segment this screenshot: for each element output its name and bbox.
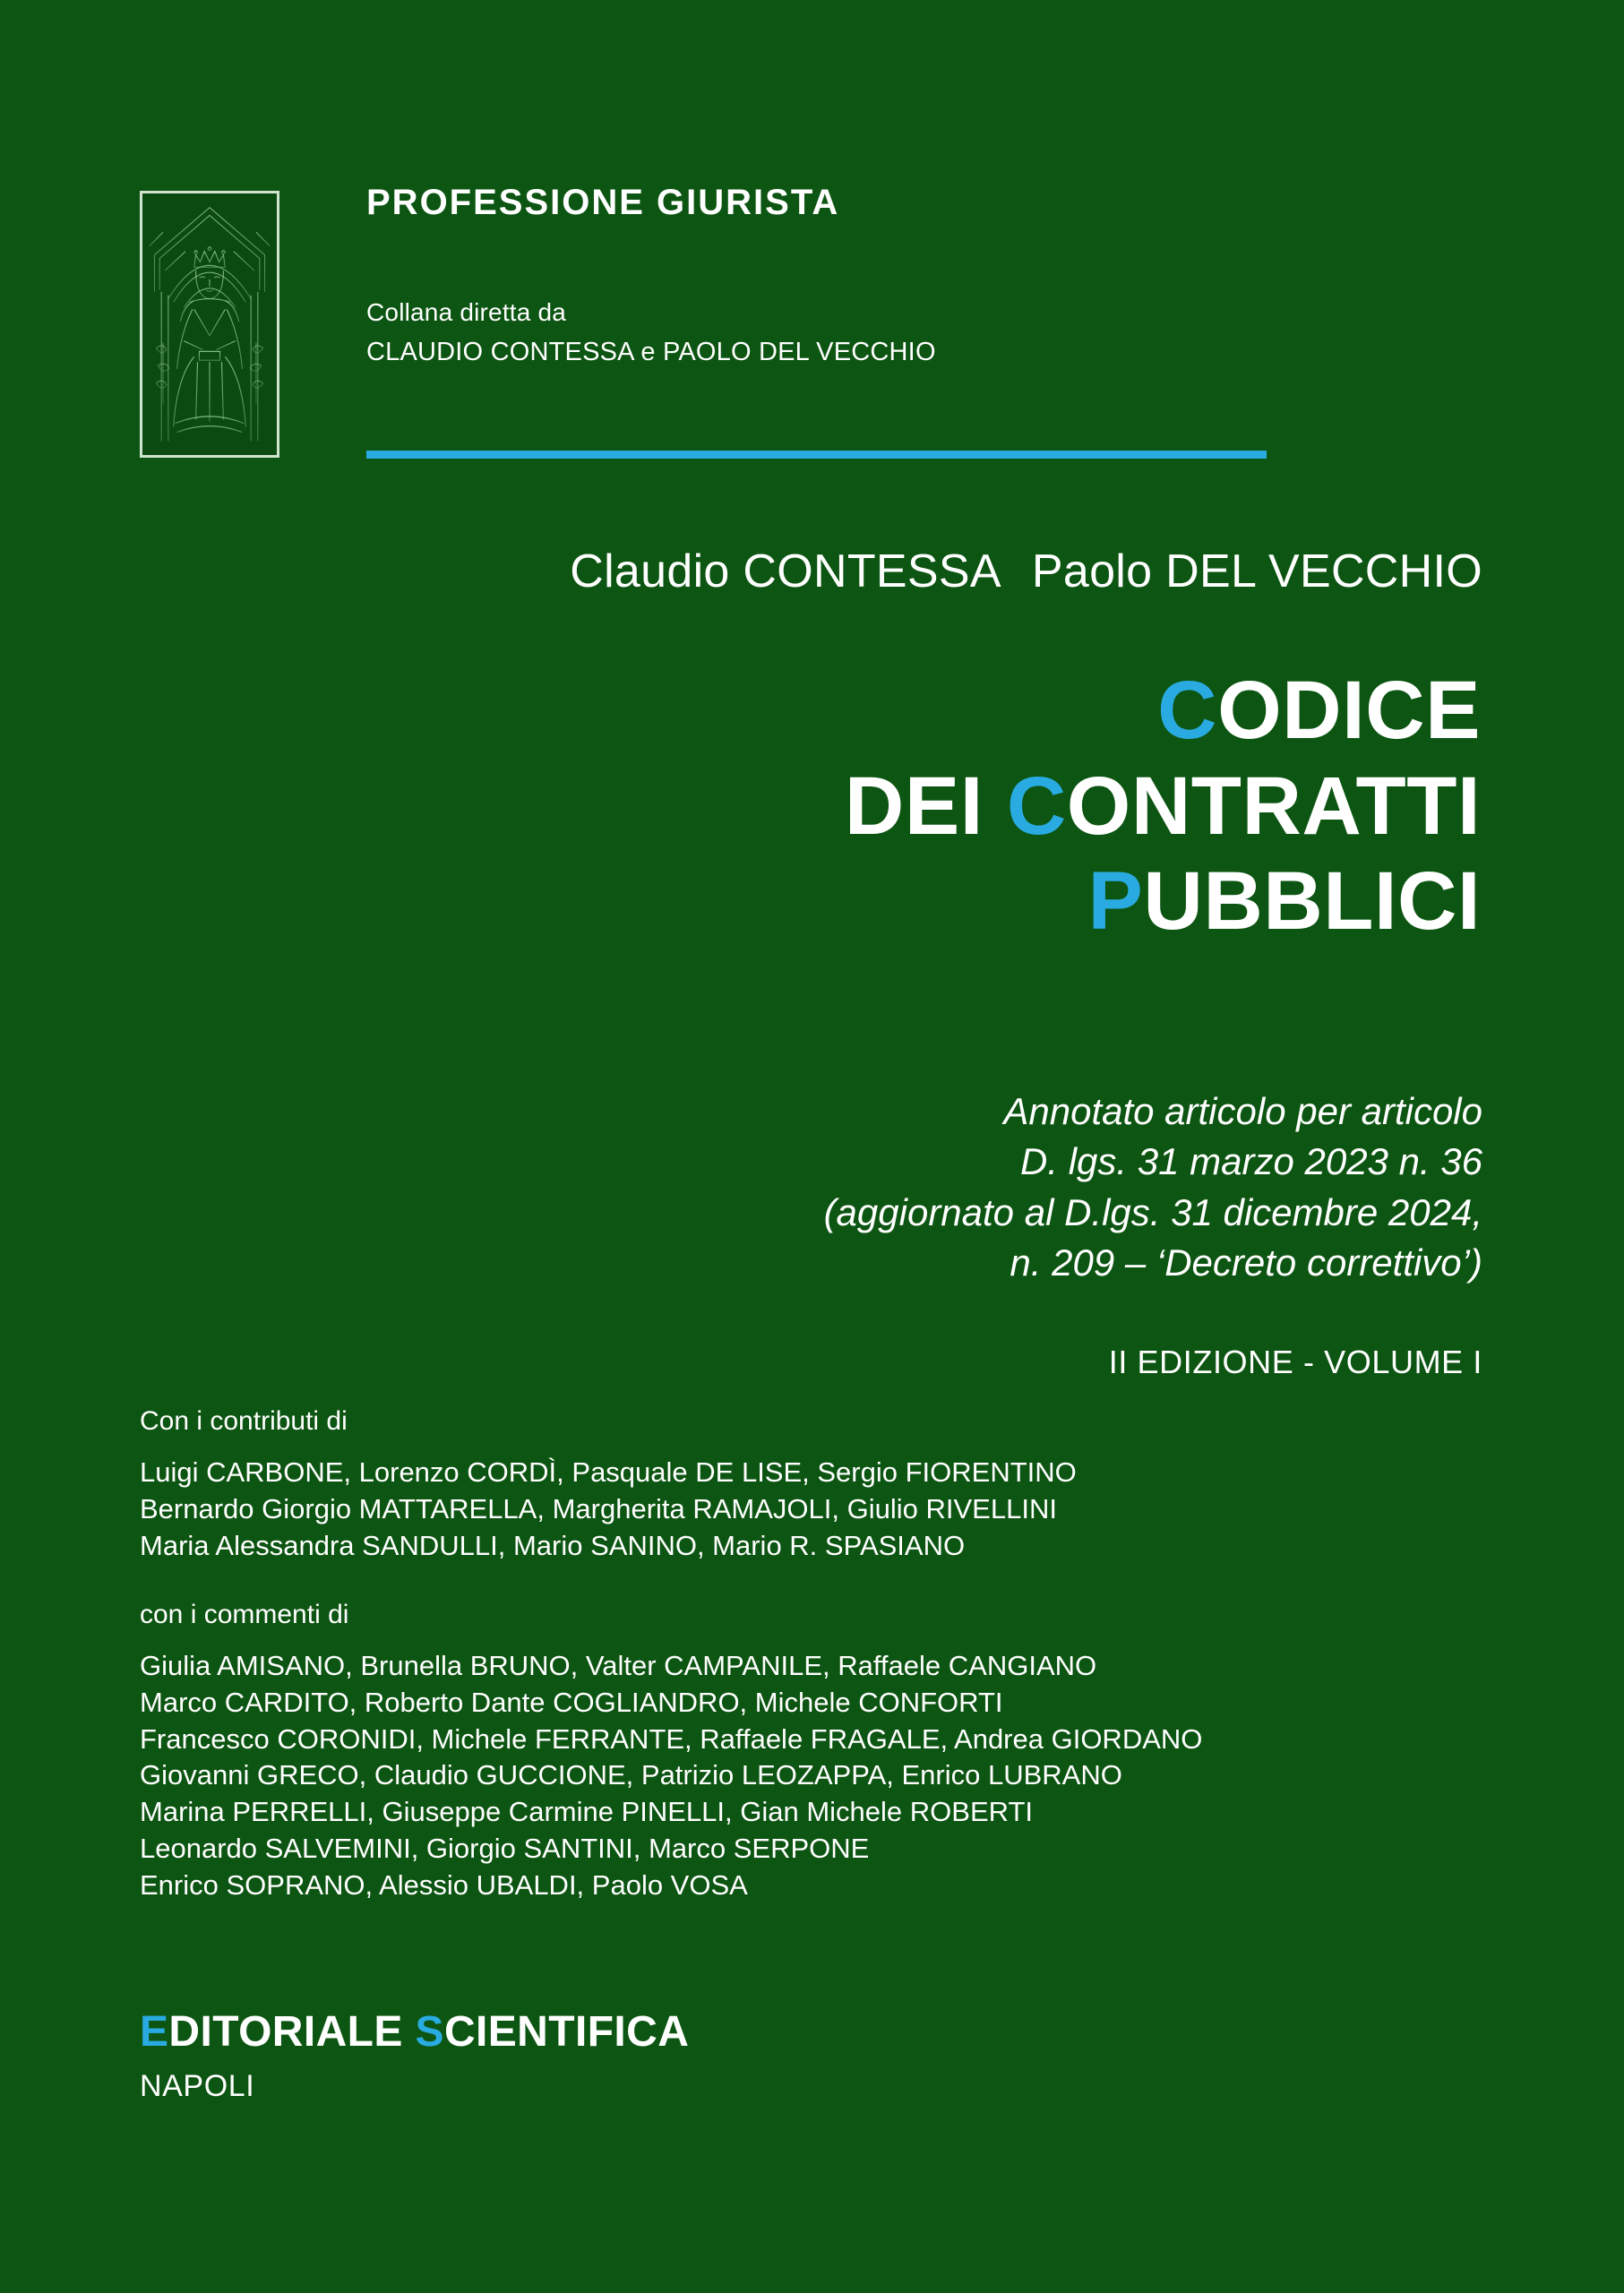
subtitle-line-1: Annotato articolo per articolo — [1003, 1090, 1482, 1132]
commentators-line: Francesco CORONIDI, Michele FERRANTE, Raffaele FRAGALE, Andrea GIORDANO — [140, 1722, 1203, 1755]
publisher-name-part-2: CIENTIFICA — [443, 2008, 690, 2056]
contributors-line: Luigi CARBONE, Lorenzo CORDÌ, Pasquale DE LISE, Sergio FIORENTINO — [140, 1456, 1077, 1488]
title-line-2-prefix: DEI — [844, 760, 1007, 852]
contributors-heading: Con i contributi di — [140, 1406, 348, 1436]
series-header — [140, 184, 1483, 470]
commentators-line: Marina PERRELLI, Giuseppe Carmine PINELLI, Gian Michele ROBERTI — [140, 1796, 1033, 1828]
author-secondary: Paolo DEL VECCHIO — [1031, 545, 1482, 597]
publisher-name — [140, 2009, 689, 2057]
title-line-2-rest: ONTRATTI — [1066, 760, 1481, 852]
book-title — [0, 663, 1481, 949]
subtitle-line-3: (aggiornato al D.lgs. 31 dicembre 2024, — [823, 1190, 1482, 1233]
publisher-city: NAPOLI — [140, 2068, 255, 2103]
series-text-group — [366, 184, 1483, 370]
title-line-2 — [0, 759, 1481, 855]
series-directors: CLAUDIO CONTESSA e PAOLO DEL VECCHIO — [366, 338, 936, 367]
commentators-line: Giovanni GRECO, Claudio GUCCIONE, Patrizio LEOZAPPA, Enrico LUBRANO — [140, 1759, 1122, 1791]
series-logo — [140, 191, 279, 458]
contributors-line: Maria Alessandra SANDULLI, Mario SANINO, Mario R. SPASIANO — [140, 1529, 966, 1561]
publisher-initial-s: S — [415, 2008, 444, 2056]
publisher-section — [140, 2009, 689, 2104]
contributors-section — [140, 1404, 1517, 1904]
authors-line — [0, 545, 1482, 598]
series-divider-rule — [366, 451, 1267, 459]
title-line-1 — [0, 663, 1481, 759]
author-primary: Claudio CONTESSA — [570, 545, 1001, 597]
commentators-line: Giulia AMISANO, Brunella BRUNO, Valter CAMPANILE, Raffaele CANGIANO — [140, 1649, 1097, 1681]
gothic-arch-crowned-figure-engraving-icon — [142, 193, 277, 455]
subtitle-line-4: n. 209 – ‘Decreto correttivo’) — [1010, 1241, 1482, 1284]
title-line-3 — [0, 854, 1481, 949]
title-line-1-initial: C — [1157, 665, 1218, 756]
subtitle-line-2: D. lgs. 31 marzo 2023 n. 36 — [1020, 1140, 1482, 1183]
title-line-1-rest: ODICE — [1217, 665, 1481, 756]
edition-volume-label: II EDIZIONE - VOLUME I — [1108, 1344, 1482, 1380]
commentators-line: Marco CARDITO, Roberto Dante COGLIANDRO, Michele CONFORTI — [140, 1686, 1003, 1718]
commentators-heading: con i commenti di — [140, 1599, 349, 1629]
title-line-2-initial: C — [1006, 760, 1067, 852]
book-subtitle — [0, 1086, 1482, 1288]
commentators-line: Enrico SOPRANO, Alessio UBALDI, Paolo VOSA — [140, 1869, 748, 1902]
publisher-name-part-1: DITORIALE — [168, 2008, 416, 2056]
series-directed-label: Collana diretta da — [366, 298, 567, 326]
series-name: PROFESSIONE GIURISTA — [366, 183, 840, 222]
publisher-initial-e: E — [140, 2008, 169, 2056]
contributors-line: Bernardo Giorgio MATTARELLA, Margherita RAMAJOLI, Giulio RIVELLINI — [140, 1492, 1057, 1524]
title-line-3-rest: UBBLICI — [1143, 855, 1481, 948]
commentators-line: Leonardo SALVEMINI, Giorgio SANTINI, Marco SERPONE — [140, 1833, 870, 1865]
title-line-3-initial: P — [1087, 855, 1144, 948]
